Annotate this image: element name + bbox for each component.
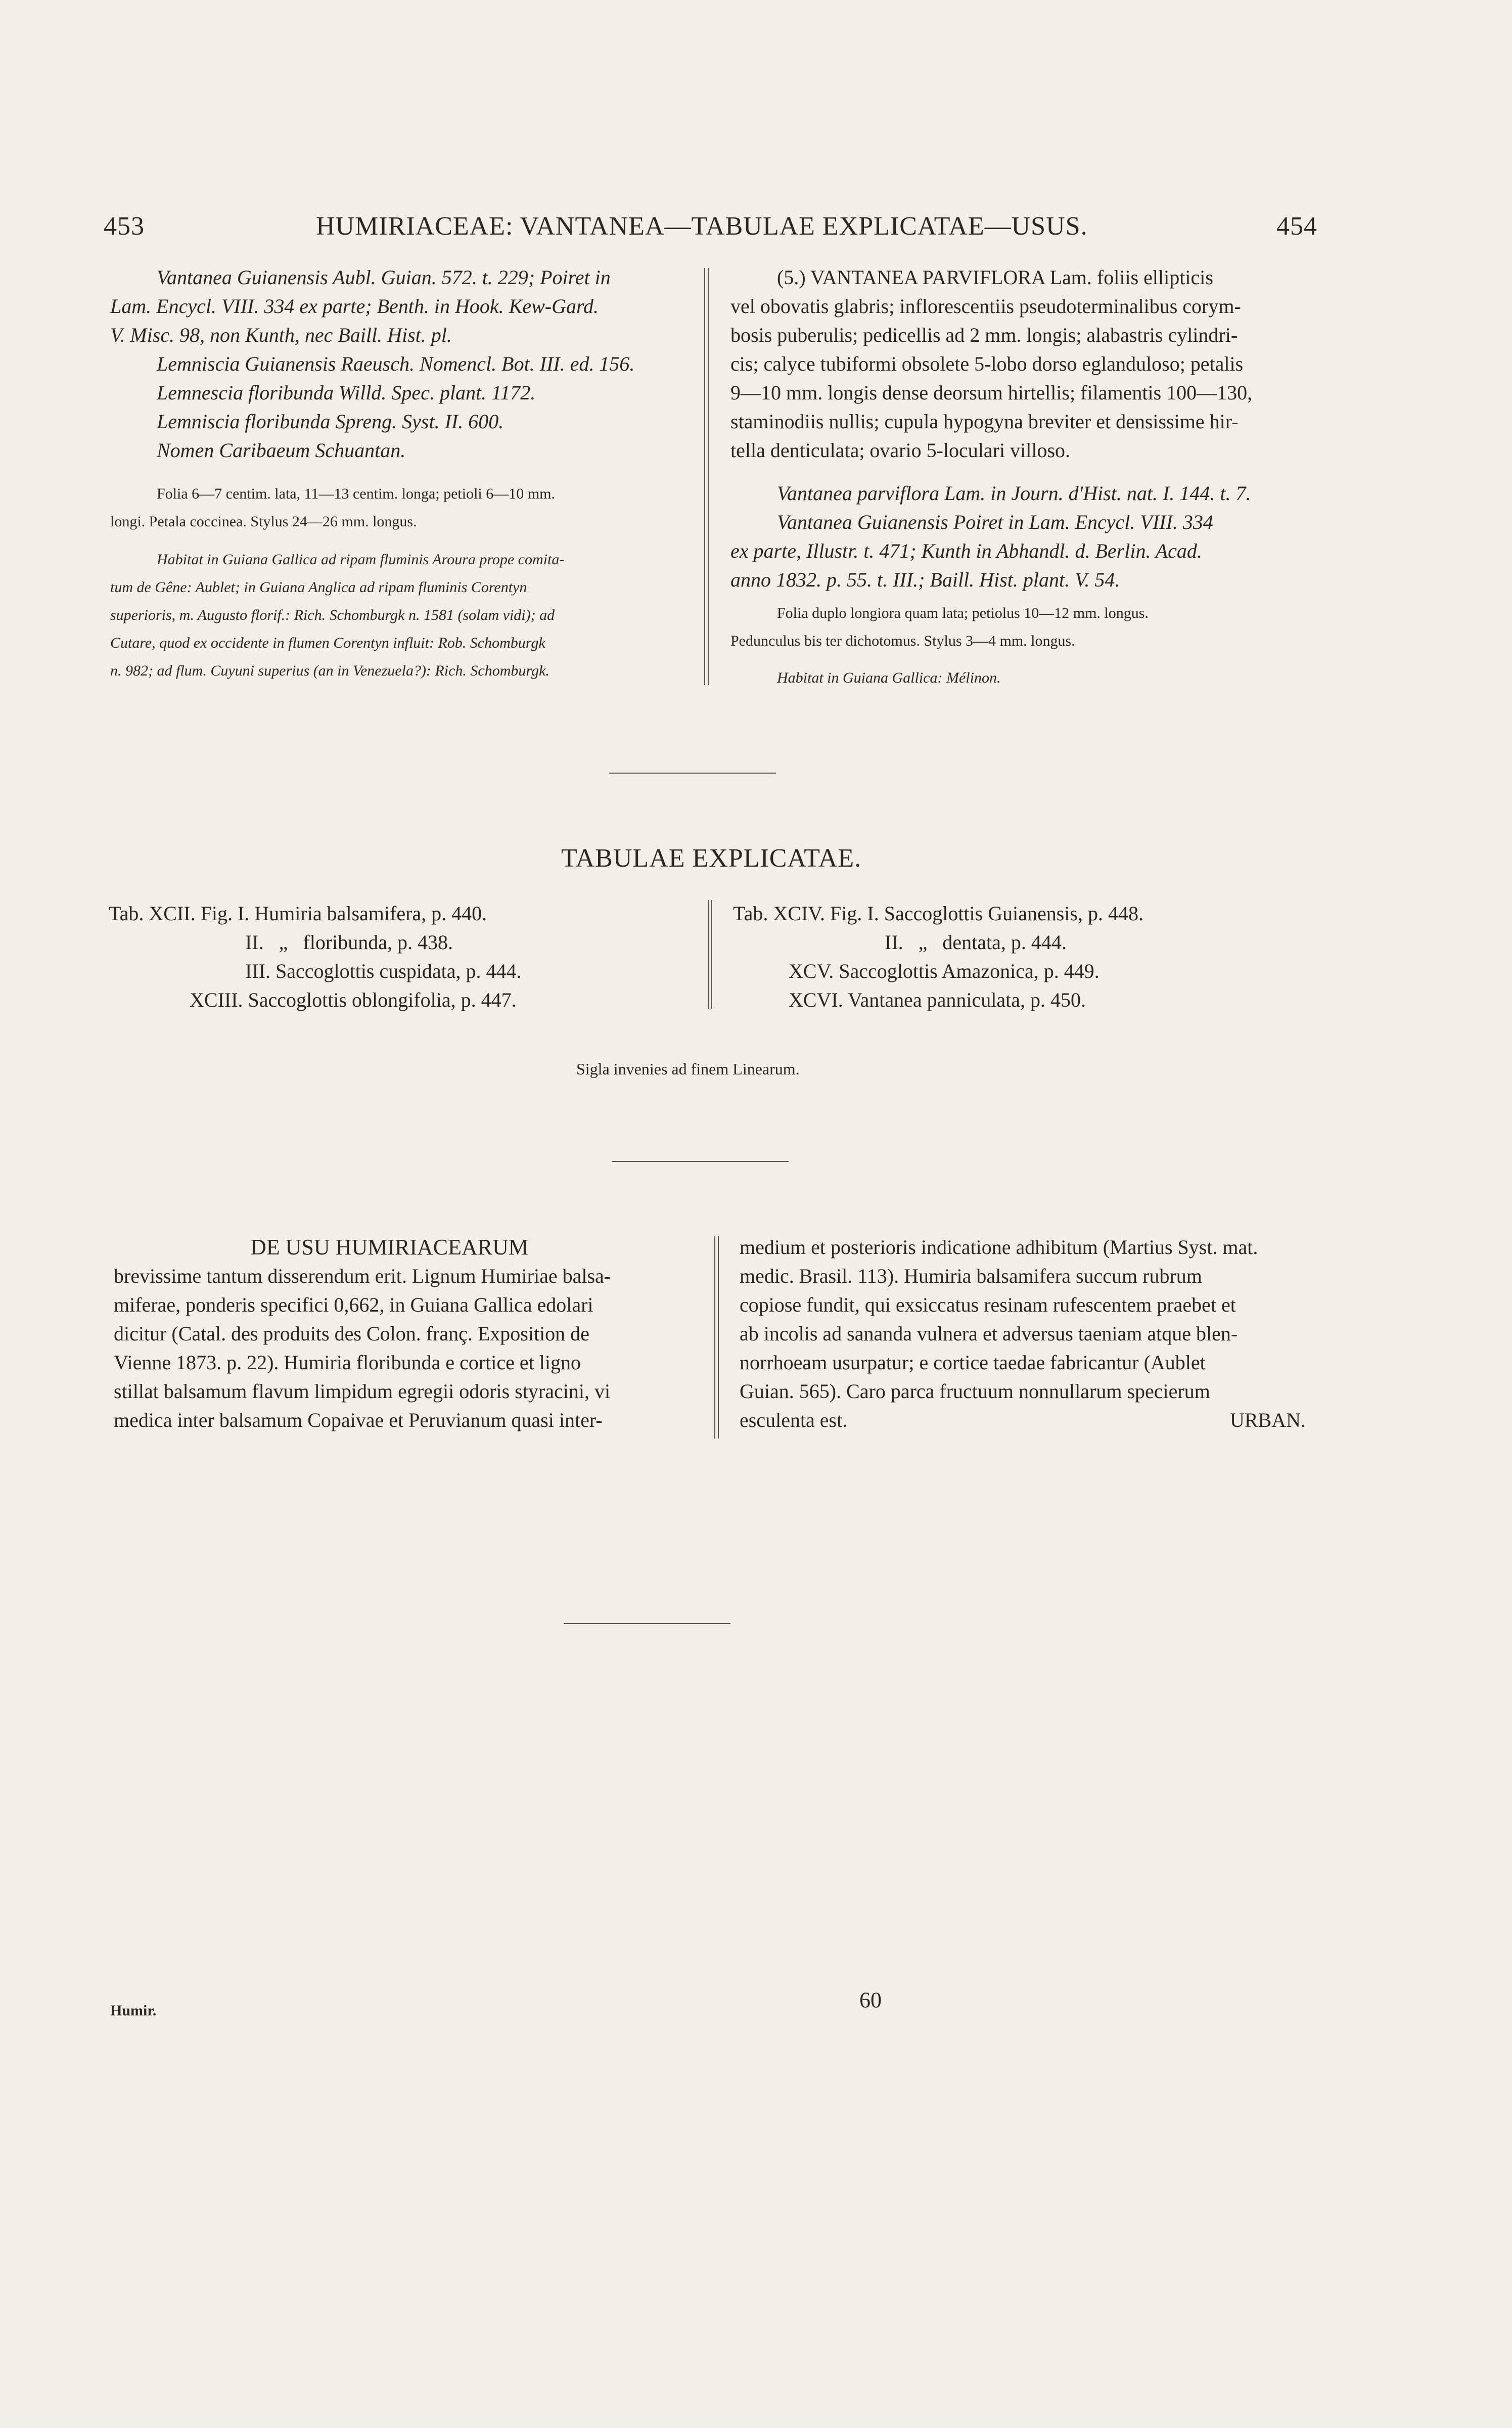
synonym-line: Lemniscia floribunda Spreng. Syst. II. 600.	[157, 410, 504, 433]
plate-entry: Tab. XCII. Fig. I. Humiria balsamifera, p. 440.	[109, 902, 487, 925]
running-title: HUMIRIACEAE: VANTANEA—TABULAE EXPLICATAE—USUS.	[316, 212, 1088, 241]
usus-line: copiose fundit, qui exsiccatus resinam rufescentem praebet et	[740, 1293, 1236, 1316]
usus-line: brevissime tantum disserendum erit. Lignum Humiriae balsa-	[114, 1265, 611, 1287]
description-line: Folia duplo longiora quam lata; petiolus 10—12 mm. longus.	[777, 605, 1149, 621]
usus-line: norrhoeam usurpatur; e cortice taedae fabricantur (Aublet	[740, 1351, 1206, 1374]
synonym-line: Vantanea Guianensis Aubl. Guian. 572. t. 229; Poiret in	[157, 266, 611, 289]
page-number: 60	[859, 1988, 882, 2012]
habitat-line: n. 982; ad flum. Cuyuni superius (an in Venezuela?): Rich. Schomburgk.	[110, 662, 549, 679]
author-signature: URBAN.	[1230, 1409, 1306, 1431]
tabulae-left	[109, 899, 522, 1014]
usus-right-column	[740, 1233, 1326, 1434]
description-line: Pedunculus bis ter dichotomus. Stylus 3—4 mm. longus.	[730, 633, 1075, 649]
section-divider	[564, 1623, 730, 1624]
usus-line: Vienne 1873. p. 22). Humiria floribunda e cortice et ligno	[114, 1351, 581, 1374]
synonym-line: V. Misc. 98, non Kunth, nec Baill. Hist. pl.	[110, 324, 452, 346]
usus-line: Guian. 565). Caro parca fructuum nonnullarum specierum	[740, 1380, 1210, 1403]
signature-mark: Humir.	[110, 2002, 157, 2019]
sigla-note: Sigla invenies ad finem Linearum.	[576, 1060, 800, 1078]
left-column	[110, 263, 697, 685]
synonym-line: Nomen Caribaeum Schuantan.	[157, 439, 406, 462]
synonym-line: anno 1832. p. 55. t. III.; Baill. Hist. plant. V. 54.	[730, 568, 1120, 591]
habitat-line: tum de Gêne: Aublet; in Guiana Anglica ad ripam fluminis Corentyn	[110, 579, 527, 596]
description-line: longi. Petala coccinea. Stylus 24—26 mm. longus.	[110, 513, 417, 530]
habitat-line: superioris, m. Augusto florif.: Rich. Schomburgk n. 1581 (solam vidi); ad	[110, 607, 555, 623]
description	[110, 480, 697, 535]
species-line: 9—10 mm. longis dense deorsum hirtellis; filamentis 100—130,	[730, 381, 1253, 404]
synonym-line: Vantanea Guianensis Poiret in Lam. Encycl. VIII. 334	[777, 511, 1213, 533]
habitat-line: Habitat in Guiana Gallica: Mélinon.	[777, 669, 1001, 686]
plate-entry: Tab. XCIV. Fig. I. Saccoglottis Guianensis, p. 448.	[733, 902, 1143, 925]
section-divider	[612, 1161, 789, 1162]
column-divider	[708, 900, 712, 1009]
tabulae-right	[733, 899, 1143, 1014]
page-number-right: 454	[1276, 212, 1317, 241]
column-divider	[704, 268, 709, 685]
usus-left-column	[114, 1233, 700, 1434]
habitat-line: Cutare, quod ex occidente in flumen Corentyn influit: Rob. Schomburgk	[110, 635, 545, 651]
column-divider	[714, 1236, 719, 1438]
synonym-line: Lemnescia floribunda Willd. Spec. plant. 1172.	[157, 381, 536, 404]
usus-title: DE USU HUMIRIACEARUM	[250, 1235, 529, 1260]
plate-entry: XCIII. Saccoglottis oblongifolia, p. 447.	[190, 988, 517, 1011]
synonyms	[730, 479, 1317, 594]
tabulae-title: TABULAE EXPLICATAE.	[561, 844, 862, 873]
synonym-line: Lemniscia Guianensis Raeusch. Nomencl. Bot. III. ed. 156.	[157, 352, 635, 375]
habitat	[110, 546, 697, 685]
synonym-line: ex parte, Illustr. t. 471; Kunth in Abhandl. d. Berlin. Acad.	[730, 539, 1202, 562]
plate-entry: XCVI. Vantanea panniculata, p. 450.	[789, 988, 1086, 1011]
plate-entry: III. Saccoglottis cuspidata, p. 444.	[245, 960, 522, 982]
description-line: Folia 6—7 centim. lata, 11—13 centim. longa; petioli 6—10 mm.	[157, 485, 555, 502]
last-line	[740, 1406, 1326, 1434]
species-line: tella denticulata; ovario 5-loculari villoso.	[730, 439, 1071, 462]
species-line: staminodiis nullis; cupula hypogyna breviter et densissime hir-	[730, 410, 1239, 433]
usus-line: dicitur (Catal. des produits des Colon. franç. Exposition de	[114, 1322, 589, 1345]
usus-line: esculenta est.	[740, 1409, 848, 1431]
usus-line: ab incolis ad sananda vulnera et adversus taeniam atque blen-	[740, 1322, 1238, 1345]
usus-line: stillat balsamum flavum limpidum egregii odoris styracini, vi	[114, 1380, 611, 1403]
plate-entry: II. „ floribunda, p. 438.	[245, 931, 453, 954]
page-number-left: 453	[104, 212, 145, 241]
usus-line: medium et posterioris indicatione adhibitum (Martius Syst. mat.	[740, 1236, 1258, 1258]
species-line: cis; calyce tubiformi obsolete 5-lobo dorso eglanduloso; petalis	[730, 352, 1244, 375]
right-column	[730, 263, 1317, 692]
species-line: vel obovatis glabris; inflorescentiis pseudoterminalibus corym-	[730, 295, 1241, 318]
description	[730, 599, 1317, 655]
species-line: bosis puberulis; pedicellis ad 2 mm. longis; alabastris cylindri-	[730, 324, 1238, 346]
section-divider	[609, 773, 776, 774]
synonym-line: Vantanea parviflora Lam. in Journ. d'Hist. nat. I. 144. t. 7.	[777, 482, 1251, 505]
plate-entry: XCV. Saccoglottis Amazonica, p. 449.	[789, 960, 1099, 982]
species-line: (5.) VANTANEA PARVIFLORA Lam. foliis ellipticis	[777, 266, 1213, 289]
plate-entry: II. „ dentata, p. 444.	[885, 931, 1067, 954]
synonym-line: Lam. Encycl. VIII. 334 ex parte; Benth. in Hook. Kew-Gard.	[110, 295, 599, 318]
habitat-line: Habitat in Guiana Gallica ad ripam fluminis Aroura prope comita-	[157, 551, 565, 568]
usus-line: medica inter balsamum Copaivae et Peruvianum quasi inter-	[114, 1409, 603, 1431]
usus-line: medic. Brasil. 113). Humiria balsamifera succum rubrum	[740, 1265, 1202, 1287]
usus-line: miferae, ponderis specifici 0,662, in Guiana Gallica edolari	[114, 1293, 593, 1316]
